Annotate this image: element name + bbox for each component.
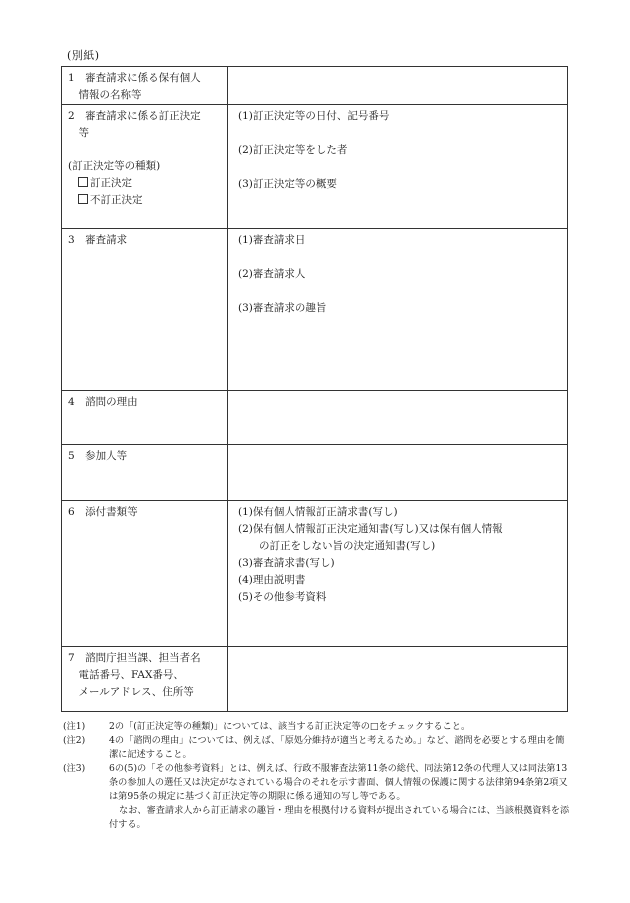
row-3-item-2: (2)審査請求人 <box>238 268 306 280</box>
row-3-label-cell <box>62 229 228 391</box>
row-3-value-cell[interactable] <box>228 229 568 391</box>
row-1-label-line-2: 情報の名称等 <box>68 89 142 101</box>
row-6-item-3: (3)審査請求書(写し) <box>238 557 335 569</box>
row-4-value-cell[interactable] <box>228 391 568 445</box>
row-5-value-cell[interactable] <box>228 445 568 501</box>
row-personal-info-name <box>62 67 568 105</box>
row-correction-decision <box>62 105 568 229</box>
row-3-item-1: (1)審査請求日 <box>238 234 306 246</box>
row-6-item-4: (4)理由説明書 <box>238 574 306 586</box>
note-2-text: 4の「諮問の理由」については、例えば、「原処分維持が適当と考えるため。」など、諮問を必要とする理由を簡潔に記述すること。 <box>109 735 565 760</box>
row-1-label-line-1: 1 審査請求に係る保有個人 <box>68 72 201 84</box>
note-1-label: (注1) <box>63 721 86 732</box>
note-3-text: 6の(5)の「その他参考資料」とは、例えば、行政不服審査法第11条の総代、同法第12条の代理人又は同法第13条の参加人の選任又は決定がなされている場合のそれを示す書面、個人情報の保護に関する法律第94条第2項又は第95条の規定に基づく訂正決定等の期限に係る通知の写し等である。 <box>109 763 568 802</box>
row-5-label-cell <box>62 445 228 501</box>
row-1-value-cell[interactable] <box>228 67 568 105</box>
row-contact-info <box>62 647 568 712</box>
checkbox-label-correction: 訂正決定 <box>90 177 132 189</box>
row-3-item-3: (3)審査請求の趣旨 <box>238 302 327 314</box>
row-consultation-reason <box>62 391 568 445</box>
checkbox-correction-decision[interactable] <box>68 175 221 192</box>
row-6-item-5: (5)その他参考資料 <box>238 591 327 603</box>
row-6-item-2: (2)保有個人情報訂正決定通知書(写し)又は保有個人情報 <box>238 523 503 535</box>
note-2-label: (注2) <box>63 735 86 746</box>
row-review-request <box>62 229 568 391</box>
row-7-label-line-2: 電話番号、FAX番号、 <box>68 669 184 681</box>
row-6-label-cell <box>62 501 228 647</box>
note-3-label: (注3) <box>63 763 86 774</box>
note-1-text: 2の「(訂正決定等の種類)」については、該当する訂正決定等の□をチェックすること。 <box>109 721 471 732</box>
row-attached-documents <box>62 501 568 647</box>
consultation-form-table <box>61 66 568 712</box>
row-participants <box>62 445 568 501</box>
row-6-value-cell[interactable] <box>228 501 568 647</box>
row-7-value-cell[interactable] <box>228 647 568 712</box>
row-3-label-line-1: 3 審査請求 <box>68 234 128 246</box>
attachment-label: (別紙) <box>67 49 100 62</box>
checkbox-icon[interactable] <box>78 177 88 187</box>
note-3-extra: なお、審査請求人から訂正請求の趣旨・理由を根拠付ける資料が提出されている場合には、当該根拠資料を添付する。 <box>109 805 570 830</box>
row-7-label-line-1: 7 諮問庁担当課、担当者名 <box>68 652 201 664</box>
row-2-item-2: (2)訂正決定等をした者 <box>238 144 348 156</box>
row-4-label-line-1: 4 諮問の理由 <box>68 396 138 408</box>
row-7-label-cell <box>62 647 228 712</box>
note-2 <box>63 734 573 762</box>
notes-section <box>63 720 573 832</box>
row-6-label-line-1: 6 添付書類等 <box>68 506 138 518</box>
row-1-label-cell <box>62 67 228 105</box>
row-2-value-cell[interactable] <box>228 105 568 229</box>
decision-type-heading: (訂正決定等の種類) <box>68 160 161 172</box>
row-2-item-3: (3)訂正決定等の概要 <box>238 178 337 190</box>
checkbox-non-correction-decision[interactable] <box>68 192 221 209</box>
row-5-label-line-1: 5 参加人等 <box>68 450 128 462</box>
checkbox-label-non-correction: 不訂正決定 <box>90 194 143 206</box>
row-2-label-line-1: 2 審査請求に係る訂正決定 <box>68 110 201 122</box>
row-6-item-1: (1)保有個人情報訂正請求書(写し) <box>238 506 398 518</box>
checkbox-icon[interactable] <box>78 194 88 204</box>
row-2-label-line-2: 等 <box>68 127 89 139</box>
row-7-label-line-3: メールアドレス、住所等 <box>68 686 194 698</box>
note-1 <box>63 720 573 734</box>
row-4-label-cell <box>62 391 228 445</box>
row-6-item-2-cont: の訂正をしない旨の決定通知書(写し) <box>238 540 436 552</box>
row-2-label-cell <box>62 105 228 229</box>
row-2-item-1: (1)訂正決定等の日付、記号番号 <box>238 110 390 122</box>
note-3 <box>63 762 573 804</box>
